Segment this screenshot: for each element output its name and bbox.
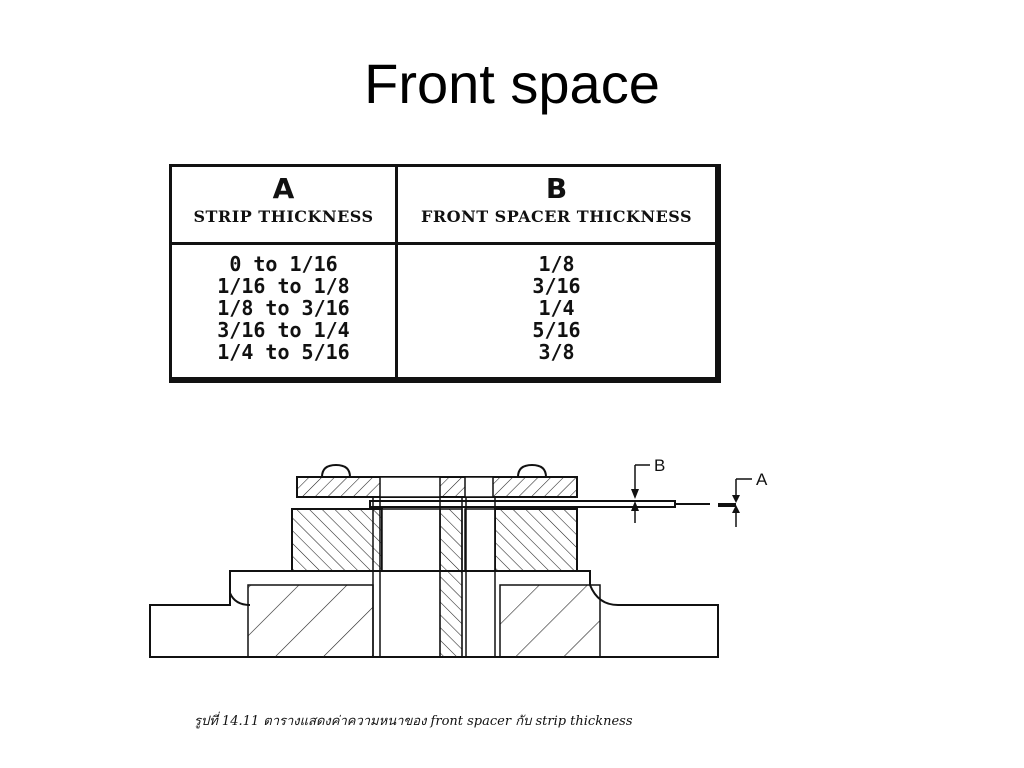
spacer-thickness-cell: 5/16 <box>532 318 581 342</box>
figure-caption: รูปที่ 14.11 ตารางแสดงค่าความหนาของ front spacer กับ strip thickness <box>194 714 633 729</box>
column-b-header <box>398 167 715 245</box>
spacer-thickness-cell: 1/8 <box>538 252 575 276</box>
column-b-letter: B <box>545 172 568 205</box>
column-a-caption: STRIP THICKNESS <box>193 207 374 226</box>
spacer-thickness-values <box>398 245 715 377</box>
die-shoe-left <box>248 585 373 657</box>
bolt-head-left <box>322 465 350 477</box>
spacer-thickness-cell: 3/8 <box>538 340 575 364</box>
column-b-caption: FRONT SPACER THICKNESS <box>420 207 693 226</box>
die-block-left <box>292 509 382 571</box>
spacer-thickness-cell: 3/16 <box>532 274 581 298</box>
column-a-header <box>172 167 398 245</box>
strip-thickness-cell: 1/4 to 5/16 <box>217 340 350 364</box>
column-a-letter: A <box>272 172 295 205</box>
dimension-label-b: B <box>654 456 666 475</box>
dimension-label-a: A <box>756 470 768 489</box>
strip <box>370 501 675 507</box>
die-block-right <box>495 509 577 571</box>
die-shoe-outline <box>150 571 718 657</box>
spacer-thickness-cell: 1/4 <box>538 296 575 320</box>
slide-title: Front space <box>364 52 660 115</box>
spacer-thickness-table <box>169 164 721 383</box>
die-shoe-right <box>500 585 600 657</box>
bolt-head-right <box>518 465 546 477</box>
strip-thickness-cell: 0 to 1/16 <box>229 252 338 276</box>
strip-thickness-values <box>172 245 398 377</box>
die-cross-section-drawing <box>140 455 800 665</box>
strip-thickness-cell: 1/8 to 3/16 <box>217 296 350 320</box>
strip-thickness-cell: 3/16 to 1/4 <box>217 318 350 342</box>
strip-thickness-cell: 1/16 to 1/8 <box>217 274 350 298</box>
